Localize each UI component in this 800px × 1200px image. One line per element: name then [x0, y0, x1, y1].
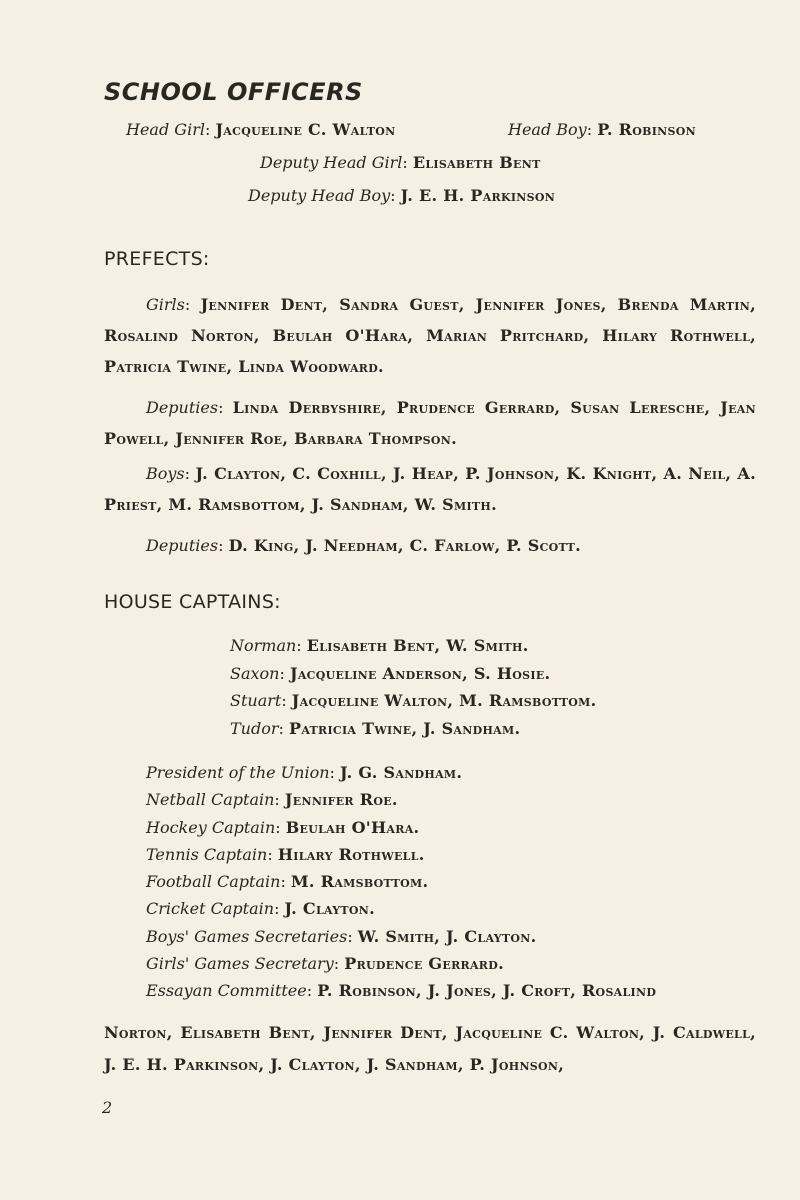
- officer-role: Tennis Captain: [146, 844, 268, 864]
- officer-row: Cricket Captain: J. Clayton.: [146, 899, 376, 919]
- page-number: 2: [102, 1098, 113, 1117]
- head-girl-role: Head Girl: [126, 120, 205, 139]
- house-captain-names: Patricia Twine, J. Sandham.: [288, 718, 521, 738]
- officer-role: Hockey Captain: [146, 817, 276, 837]
- house-captains-list: [230, 632, 597, 742]
- house-name: Saxon: [230, 663, 280, 683]
- other-officers-list: [146, 759, 656, 1005]
- house-captain-names: Jacqueline Anderson, S. Hosie.: [289, 663, 551, 683]
- officer-names: Prudence Gerrard.: [344, 954, 504, 974]
- deputy-head-girl-role: Deputy Head Girl: [260, 153, 403, 172]
- officer-role: Girls' Games Secretary: [146, 954, 334, 974]
- officer-row: Boys' Games Secretaries: W. Smith, J. Clayton.: [146, 926, 537, 946]
- head-girl-name: Jacqueline C. Walton: [215, 120, 396, 139]
- officer-role: Cricket Captain: [146, 899, 275, 919]
- house-name: Tudor: [230, 718, 279, 738]
- deputy-head-boy-name: J. E. H. Parkinson: [400, 186, 556, 205]
- officer-row: Hockey Captain: Beulah O'Hara.: [146, 817, 420, 837]
- girls-prefects-names: Jennifer Dent, Sandra Guest, Jennifer Jones, Brenda Martin, Rosalind Norton, Beulah O'Hara, Marian Pritchard, Hilary Rothwell, Patricia Twine, Linda Woodward.: [104, 295, 756, 376]
- head-boy-name: P. Robinson: [597, 120, 696, 139]
- officer-row: Football Captain: M. Ramsbottom.: [146, 872, 429, 892]
- boys-deputies-label: Deputies: [146, 536, 219, 555]
- essayan-committee-continued: [104, 1017, 756, 1081]
- officer-names: J. G. Sandham.: [340, 763, 463, 782]
- house-name: Stuart: [230, 691, 282, 710]
- girls-deputies-paragraph: Deputies: Linda Derbyshire, Prudence Gerrard, Susan Leresche, Jean Powell, Jennifer Roe, Barbara Thompson.: [104, 398, 756, 448]
- officer-role: President of the Union: [146, 763, 330, 782]
- officer-names: J. Clayton.: [284, 899, 376, 919]
- officer-row: Girls' Games Secretary: Prudence Gerrard.: [146, 954, 504, 974]
- officer-names: M. Ramsbottom.: [290, 872, 429, 892]
- officer-names: Jennifer Roe.: [284, 790, 398, 810]
- boys-prefects-names: J. Clayton, C. Coxhill, J. Heap, P. Johnson, K. Knight, A. Neil, A. Priest, M. Ramsbottom, J. Sandham, W. Smith.: [104, 464, 756, 514]
- house-row-stuart: Stuart: Jacqueline Walton, M. Ramsbottom.: [230, 691, 597, 710]
- boys-prefects-paragraph: Boys: J. Clayton, C. Coxhill, J. Heap, P. Johnson, K. Knight, A. Neil, A. Priest, M. Ramsbottom, J. Sandham, W. Smith.: [104, 464, 756, 514]
- officer-row: Tennis Captain: Hilary Rothwell.: [146, 844, 425, 864]
- girls-prefects-paragraph: Girls: Jennifer Dent, Sandra Guest, Jennifer Jones, Brenda Martin, Rosalind Norton, Beulah O'Hara, Marian Pritchard, Hilary Rothwell, Patricia Twine, Linda Woodward.: [104, 295, 756, 376]
- house-row-tudor: Tudor: Patricia Twine, J. Sandham.: [230, 718, 521, 738]
- boys-deputies-paragraph: Deputies: D. King, J. Needham, C. Farlow, P. Scott.: [146, 536, 581, 555]
- house-captain-names: Jacqueline Walton, M. Ramsbottom.: [291, 691, 597, 710]
- boys-label: Boys: [146, 464, 185, 483]
- officer-names: W. Smith, J. Clayton.: [357, 926, 537, 946]
- girls-deputies-label: Deputies: [146, 398, 219, 417]
- house-name: Norman: [230, 636, 297, 655]
- officer-names: Hilary Rothwell.: [277, 844, 425, 864]
- head-boy-role: Head Boy: [508, 120, 587, 139]
- deputy-head-girl-line: Deputy Head Girl: Elisabeth Bent: [260, 153, 541, 172]
- deputy-head-girl-name: Elisabeth Bent: [412, 153, 541, 172]
- head-boy-line: Head Boy: P. Robinson: [508, 120, 696, 139]
- girls-deputies-names: Linda Derbyshire, Prudence Gerrard, Susan Leresche, Jean Powell, Jennifer Roe, Barbara Thompson.: [104, 398, 756, 448]
- girls-label: Girls: [146, 295, 185, 314]
- officer-names: Beulah O'Hara.: [285, 817, 420, 837]
- boys-deputies-names: D. King, J. Needham, C. Farlow, P. Scott.: [228, 536, 581, 555]
- house-captains-heading: HOUSE CAPTAINS:: [104, 591, 281, 613]
- officer-role: Football Captain: [146, 872, 281, 892]
- school-officers-heading: SCHOOL OFFICERS: [104, 78, 363, 106]
- officer-names: P. Robinson, J. Jones, J. Croft, Rosalind: [317, 981, 657, 1001]
- officer-row: Essayan Committee: P. Robinson, J. Jones, J. Croft, Rosalind: [146, 981, 657, 1001]
- officer-role: Netball Captain: [146, 790, 275, 810]
- officer-role: Essayan Committee: [146, 981, 307, 1001]
- house-row-norman: Norman: Elisabeth Bent, W. Smith.: [230, 636, 529, 655]
- head-girl-line: Head Girl: Jacqueline C. Walton: [126, 120, 396, 139]
- deputy-head-boy-role: Deputy Head Boy: [248, 186, 391, 205]
- deputy-head-boy-line: Deputy Head Boy: J. E. H. Parkinson: [248, 186, 556, 205]
- officer-role: Boys' Games Secretaries: [146, 926, 348, 946]
- officer-row: President of the Union: J. G. Sandham.: [146, 763, 463, 782]
- essayan-committee-names: Norton, Elisabeth Bent, Jennifer Dent, Jacqueline C. Walton, J. Caldwell, J. E. H. Parkinson, J. Clayton, J. Sandham, P. Johnson,: [104, 1023, 756, 1074]
- prefects-heading: PREFECTS:: [104, 248, 210, 270]
- officer-row: Netball Captain: Jennifer Roe.: [146, 790, 398, 810]
- house-captain-names: Elisabeth Bent, W. Smith.: [306, 636, 529, 655]
- house-row-saxon: Saxon: Jacqueline Anderson, S. Hosie.: [230, 663, 551, 683]
